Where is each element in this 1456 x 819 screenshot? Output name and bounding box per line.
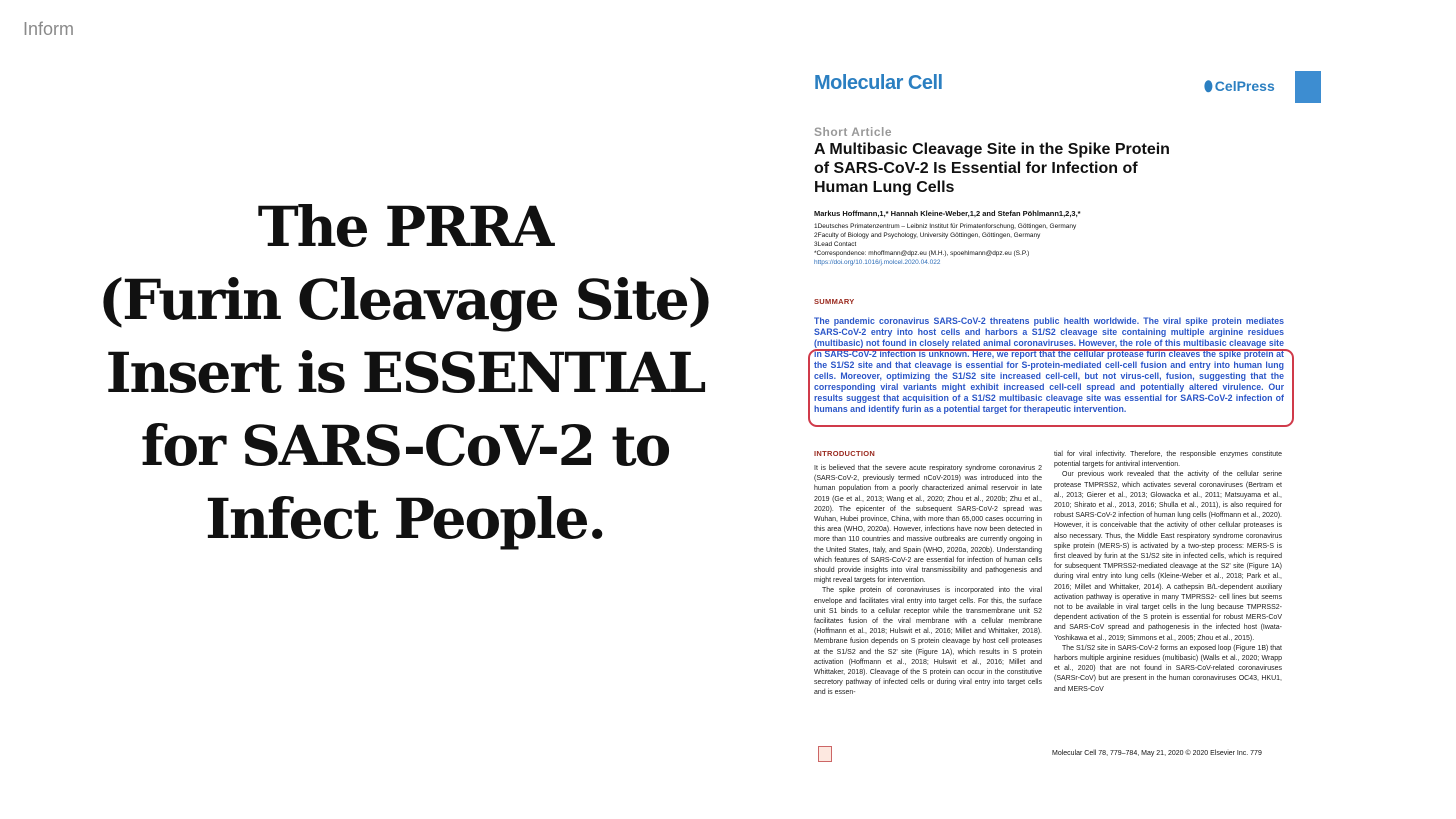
correspondence-line: *Correspondence: mhoffmann@dpz.eu (M.H.), spoehlmann@dpz.eu (S.P.): [814, 250, 1030, 257]
paper-title: A Multibasic Cleavage Site in the Spike Protein of SARS-CoV-2 Is Essential for Infection of Human Lung Cells: [814, 141, 1170, 196]
publisher-name: CelPress: [1214, 78, 1275, 94]
elsevier-logo-icon: [818, 746, 832, 762]
paragraph: Our previous work revealed that the activity of the cellular serine protease TMPRSS2, which activates several coronaviruses (Bertram et al., 2013; Gierer et al., 2013; Glowacka et al., 2011; Matsuyama et al., 2010; Shirato et al., 2013, 2016; Shulla et al., 2011), is also required for robust SARS-CoV-2 infection of human lung cells (Hoffmann et al., 2020). However, it is conceivable that the activity of other cellular proteases is also necessary. Thus, the Middle East respiratory syndrome coronavirus spike protein (MERS-S) is activated by a two-step process: MERS-S is first cleaved by furin at the S1/S2 site in infected cells, which is required for subsequent TMPRSS2-mediated cleavage at the S2' site (Figure 1A) during viral entry into lung cells (Kleine-Weber et al., 2018; Park et al., 2016; Millet and Whittaker, 2014). A cathepsin B/L-dependent auxiliary activation pathway is operative in many TMPRSS2- cell lines but seems not to be available in viral target cells in the lung because TMPRSS2-dependent activation of the S protein is essential for robust MERS-CoV and SARS-CoV spread and pathogenesis in the infected host (Iwata-Yoshikawa et al., 2019; Simmons et al., 2005; Zhou et al., 2015).: [1054, 471, 1282, 642]
journal-name: Molecular Cell: [814, 72, 943, 94]
brand-label: Inform: [23, 19, 75, 39]
journal-color-tab: [1295, 71, 1321, 103]
paper-authors: Markus Hoffmann,1,* Hannah Kleine-Weber,1,2 and Stefan Pöhlmann1,2,3,*: [814, 209, 1081, 218]
paragraph: tial for viral infectivity. Therefore, the responsible enzymes constitute potential targets for antiviral intervention.: [1054, 451, 1282, 469]
affiliations: [814, 222, 1114, 267]
headline-line: for SARS-CoV-2 to: [140, 413, 670, 478]
cellpress-icon: ⬮: [1204, 78, 1213, 94]
headline-line: Infect People.: [205, 486, 605, 551]
affiliation-line: 2Faculty of Biology and Psychology, University Göttingen, Göttingen, Germany: [814, 232, 1041, 239]
paragraph: The S1/S2 site in SARS-CoV-2 forms an exposed loop (Figure 1B) that harbors multiple arginine residues (multibasic) (Walls et al., 2020; Wrapp et al., 2020) that are not found in SARS-CoV-related coronaviruses (SARSr-CoV) but are present in the human coronaviruses OC43, HKU1, and MERS-CoV: [1054, 644, 1282, 693]
headline-line: (Furin Cleavage Site): [98, 267, 712, 332]
article-type: Short Article: [814, 125, 893, 139]
intro-column-right: [1054, 450, 1282, 695]
paragraph: It is believed that the severe acute respiratory syndrome coronavirus 2 (SARS-CoV-2, previously termed nCoV-2019) was introduced into the human population from a poorly characterized animal reservoir in late 2019 (Ge et al., 2013; Wang et al., 2020; Zhou et al., 2020b; Zhu et al., 2020). The epicenter of the subsequent SARS-CoV-2 spread was Wuhan, Hubei province, China, with more than 65,000 cases occurring in this area (WHO, 2020a). However, infections have now been detected in more than 110 countries and massive outbreaks are currently ongoing in the United States, Italy, and Spain (WHO, 2020a, 2020b). Understanding which features of SARS-CoV-2 are essential for infection of human cells should provide insights into viral transmissibility and pathogenesis and might reveal targets for intervention.: [814, 465, 1042, 585]
paper-page-image: [800, 58, 1320, 778]
highlight-box: [808, 349, 1294, 427]
introduction-heading: INTRODUCTION: [814, 449, 876, 458]
headline: [60, 190, 750, 555]
paragraph: The spike protein of coronaviruses is incorporated into the viral envelope and facilitates viral entry into target cells. For this, the surface unit S1 binds to a cellular receptor while the transmembrane unit S2 facilitates fusion of the viral membrane with a cellular membrane (Hoffmann et al., 2018; Hulswit et al., 2016; Millet and Whittaker, 2018). Membrane fusion depends on S protein cleavage by host cell proteases at the S1/S2 and the S2' site (Figure 1A), which results in S protein activation (Hoffmann et al., 2018; Hulswit et al., 2016; Millet and Whittaker, 2018). Cleavage of the S protein can occur in the constitutive secretory pathway of infected cells or during viral entry into target cells and is essen-: [814, 587, 1042, 697]
publisher-logo: [1204, 78, 1275, 95]
summary-heading: SUMMARY: [814, 297, 855, 306]
headline-line: Insert is ESSENTIAL: [105, 340, 705, 405]
affiliation-line: 3Lead Contact: [814, 241, 857, 248]
doi-link: https://doi.org/10.1016/j.molcel.2020.04.022: [814, 259, 941, 266]
summary-text: The pandemic coronavirus SARS-CoV-2 threatens public health worldwide. The viral spike protein mediates SARS-CoV-2 entry into host cells and harbors a S1/S2 cleavage site containing multiple arginine residues (multibasic) not found in closely related animal coronaviruses. However, the role of this multibasic cleavage site in SARS-CoV-2 infection is unknown. Here, we report that the cellular protease furin cleaves the spike protein at the S1/S2 site and that cleavage is essential for S-protein-mediated cell-cell fusion and entry into human lung cells. Moreover, optimizing the S1/S2 site increased cell-cell, but not virus-cell, fusion, suggesting that the corresponding viral variants might exhibit increased cell-cell spread and potentially altered virulence. Our results suggest that acquisition of a S1/S2 multibasic cleavage site was essential for SARS-CoV-2 infection of humans and identify furin as a potential target for therapeutic intervention.: [814, 316, 1284, 414]
page-footer: Molecular Cell 78, 779–784, May 21, 2020 © 2020 Elsevier Inc. 779: [1052, 750, 1262, 757]
affiliation-line: 1Deutsches Primatenzentrum – Leibniz Institut für Primatenforschung, Göttingen, Germany: [814, 223, 1077, 230]
headline-line: The PRRA: [257, 194, 553, 259]
intro-column-left: [814, 464, 1042, 699]
